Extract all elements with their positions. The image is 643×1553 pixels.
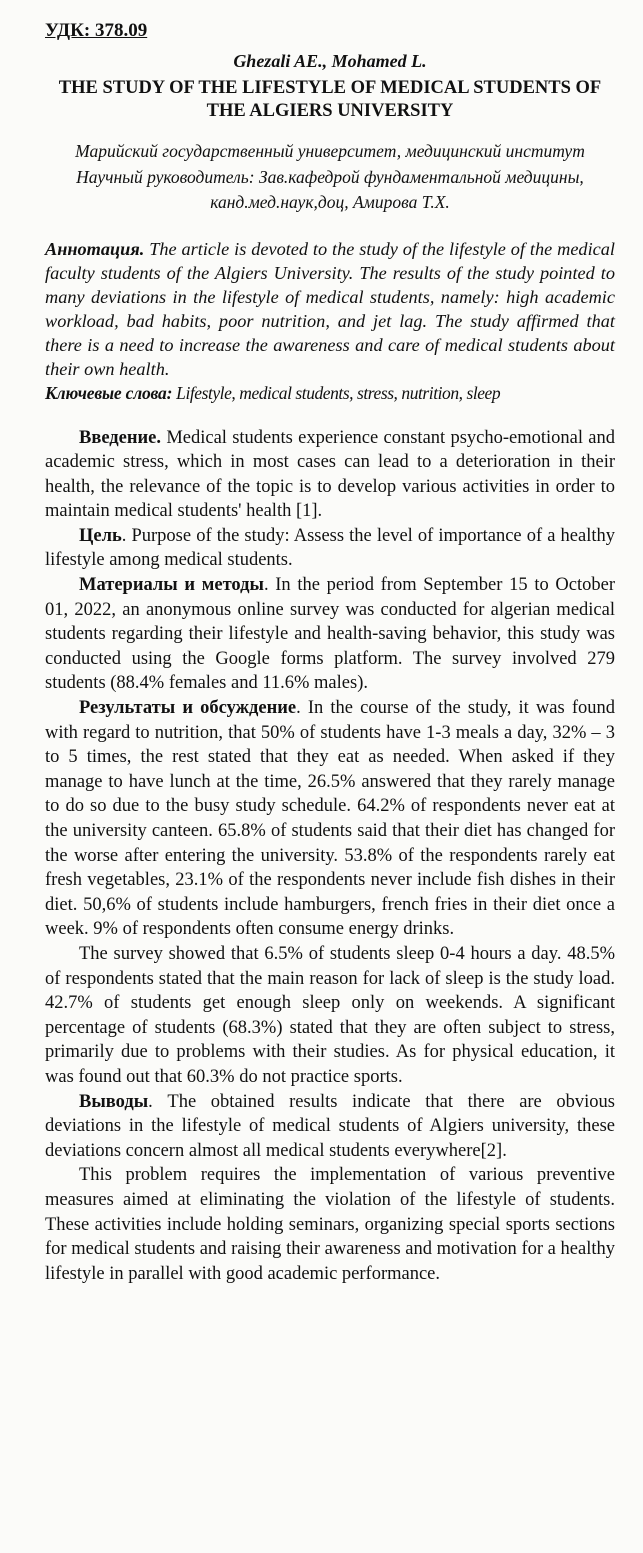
section-text: . In the period from September 15 to October 01, 2022, an anonymous online survey was conducted for algerian medical students regarding their lifestyle and health-saving behavior, this study was conducted using the Google forms platform. The survey involved 279 students (88.4% females and 11.6% males). — [45, 575, 615, 694]
section-text: . Purpose of the study: Assess the level of importance of a healthy lifestyle among medical students. — [45, 525, 615, 571]
section-results-continued — [45, 942, 615, 1090]
section-text: Medical students experience constant psycho-emotional and academic stress, which in most cases can lead to a deterioration in their health, the relevance of the topic is to develop various activities in order to maintain medical students' health [1]. — [45, 427, 615, 522]
section-conclusions-continued — [45, 1163, 615, 1286]
section-label: Материалы и методы — [79, 575, 264, 596]
authors: Ghezali AE., Mohamed L. — [233, 51, 427, 71]
affiliation-institution: Марийский государственный университет, медицинский институт — [75, 141, 585, 161]
abstract-text: The article is devoted to the study of the lifestyle of the medical faculty students of the Algiers University. The results of the study pointed to many deviations in the lifestyle of medical students, namely: high academic workload, bad habits, poor nutrition, and jet lag. The study affirmed that there is a need to increase the awareness and care of medical students about their own health. — [45, 238, 615, 379]
section-conclusions — [45, 1090, 615, 1164]
abstract-label: Аннотация. — [45, 238, 145, 259]
section-text: . The obtained results indicate that there are obvious deviations in the lifestyle of medical students of Algiers university, these deviations concern almost all medical students everywhere[2]. — [45, 1091, 615, 1161]
keywords-label: Ключевые слова: — [45, 382, 173, 403]
abstract — [45, 237, 615, 381]
keywords — [45, 381, 615, 405]
section-methods — [45, 573, 615, 696]
section-introduction — [45, 426, 615, 524]
section-text: The survey showed that 6.5% of students sleep 0-4 hours a day. 48.5% of respondents stated that the main reason for lack of sleep is the study load. 42.7% of students get enough sleep only on weekends. A significant percentage of students (68.3%) stated that they are often subject to stress, primarily due to problems with their studies. As for physical education, it was found out that 60.3% do not practice sports. — [45, 943, 615, 1087]
section-text: This problem requires the implementation of various preventive measures aimed at eliminating the violation of the lifestyle of students. These activities include holding seminars, organizing special sports sections for medical students and raising their awareness and motivation for a healthy lifestyle in parallel with good academic performance. — [45, 1165, 615, 1284]
keywords-text: Lifestyle, medical students, stress, nutrition, sleep — [172, 382, 501, 403]
section-label: Цель — [79, 525, 122, 546]
section-aim — [45, 524, 615, 573]
article-title: THE STUDY OF THE LIFESTYLE OF MEDICAL STUDENTS OF THE ALGIERS UNIVERSITY — [58, 78, 602, 121]
section-text: . In the course of the study, it was found with regard to nutrition, that 50% of students have 1-3 meals a day, 32% – 3 to 5 times, the rest stated that they eat as needed. When asked if they manage to have lunch at the time, 26.5% answered that they rarely manage to do so due to the busy study schedule. 64.2% of respondents never eat at the university canteen. 65.8% of students said that their diet has changed for the worse after entering the university. 53.8% of the respondents rarely eat fresh vegetables, 23.1% of the respondents never include fish dishes in their diet. 50,6% of students include hamburgers, french fries in their diet once a week. 9% of respondents often consume energy drinks. — [45, 698, 616, 940]
udk-code: УДК: 378.09 — [45, 20, 148, 41]
affiliation-block — [55, 139, 605, 216]
section-label: Результаты и обсуждение — [79, 698, 297, 719]
affiliation-supervisor: Научный руководитель: Зав.кафедрой фундаментальной медицины, канд.мед.наук,доц, Амирова Т.Х. — [76, 166, 584, 212]
section-label: Введение. — [79, 427, 162, 448]
section-results — [45, 696, 615, 942]
section-label: Выводы — [79, 1091, 149, 1112]
